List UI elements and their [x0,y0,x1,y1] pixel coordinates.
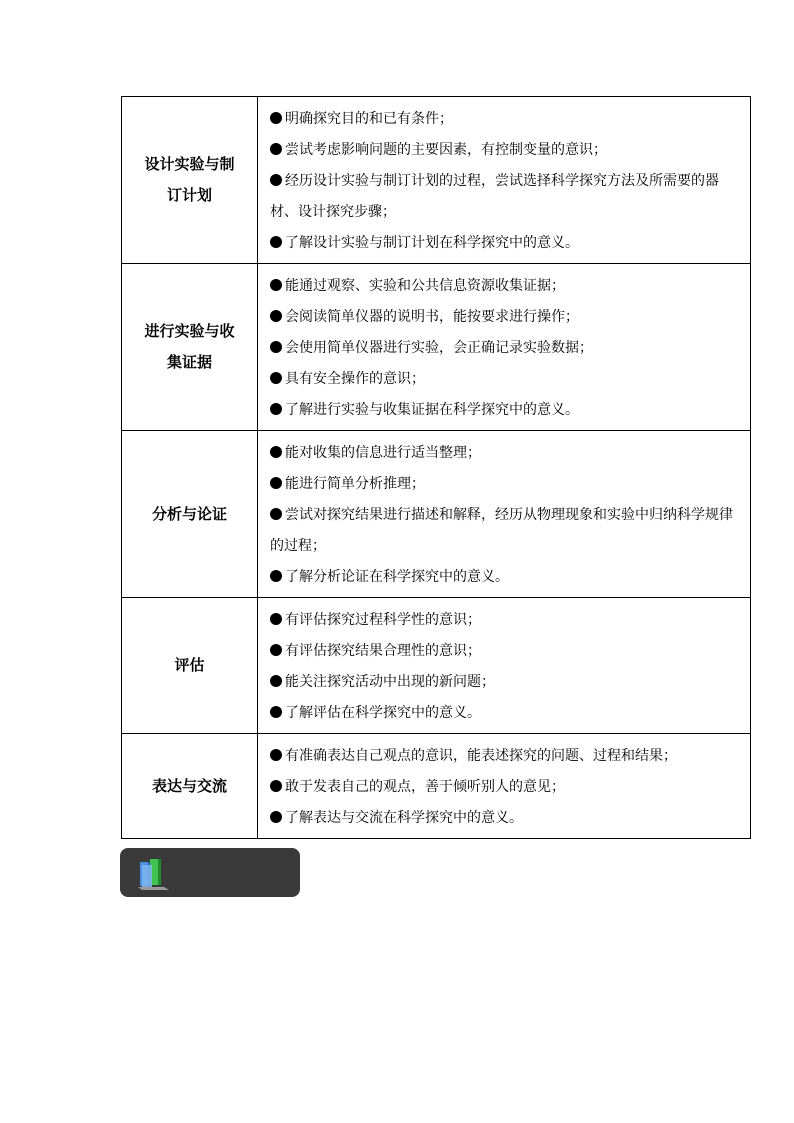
bullet-icon [270,174,282,186]
section-banner [120,848,300,897]
books-icon [136,856,172,892]
bullet-icon [270,279,282,291]
list-item-text: 尝试对探究结果进行描述和解释，经历从物理现象和实验中归纳科学规律的过程； [270,507,733,554]
row-heading: 评估 [122,598,258,734]
bullet-icon [270,236,282,248]
list-item [270,166,746,228]
row-heading: 进行实验与收集证据 [122,264,258,431]
list-item-text: 会使用简单仪器进行实验，会正确记录实验数据； [285,340,593,356]
list-item-text: 能关注探究活动中出现的新问题； [285,674,495,690]
table-row [122,264,751,431]
list-item-text: 了解设计实验与制订计划在科学探究中的意义。 [285,235,579,251]
list-item [270,135,746,166]
list-item [270,228,746,259]
bullet-icon [270,508,282,520]
bullet-icon [270,341,282,353]
list-item-text: 有准确表达自己观点的意识，能表述探究的问题、过程和结果； [285,748,677,764]
row-heading: 设计实验与制订计划 [122,97,258,264]
bullet-icon [270,403,282,415]
table-row [122,598,751,734]
list-item [270,364,746,395]
row-heading: 表达与交流 [122,734,258,839]
bullet-icon [270,780,282,792]
list-item-text: 能通过观察、实验和公共信息资源收集证据； [285,278,565,294]
list-item [270,271,746,302]
bullet-icon [270,644,282,656]
list-item [270,605,746,636]
list-item [270,698,746,729]
list-item-text: 敢于发表自己的观点，善于倾听别人的意见； [285,779,565,795]
bullet-icon [270,372,282,384]
list-item-text: 会阅读简单仪器的说明书，能按要求进行操作； [285,309,579,325]
list-item-text: 了解表达与交流在科学探究中的意义。 [285,810,523,826]
list-item-text: 能进行简单分析推理； [285,476,425,492]
list-item-text: 具有安全操作的意识； [285,371,425,387]
list-item [270,772,746,803]
table-row [122,431,751,598]
list-item [270,302,746,333]
list-item-text: 了解分析论证在科学探究中的意义。 [285,569,509,585]
list-item-text: 能对收集的信息进行适当整理； [285,445,481,461]
list-item [270,395,746,426]
inquiry-standards-table [121,96,751,839]
row-items [258,734,751,839]
bullet-icon [270,675,282,687]
bullet-icon [270,112,282,124]
list-item [270,469,746,500]
row-items [258,598,751,734]
row-heading: 分析与论证 [122,431,258,598]
list-item-text: 了解进行实验与收集证据在科学探究中的意义。 [285,402,579,418]
list-item-text: 经历设计实验与制订计划的过程，尝试选择科学探究方法及所需要的器材、设计探究步骤； [270,173,719,220]
list-item [270,667,746,698]
list-item [270,333,746,364]
bullet-icon [270,811,282,823]
bullet-icon [270,749,282,761]
list-item-text: 有评估探究结果合理性的意识； [285,643,481,659]
list-item-text: 了解评估在科学探究中的意义。 [285,705,481,721]
row-items [258,431,751,598]
bullet-icon [270,143,282,155]
bullet-icon [270,477,282,489]
list-item [270,741,746,772]
bullet-icon [270,570,282,582]
list-item [270,803,746,834]
row-items [258,97,751,264]
list-item [270,500,746,562]
table-row [122,97,751,264]
list-item [270,104,746,135]
bullet-icon [270,446,282,458]
list-item-text: 有评估探究过程科学性的意识； [285,612,481,628]
list-item [270,636,746,667]
bullet-icon [270,310,282,322]
bullet-icon [270,613,282,625]
list-item-text: 明确探究目的和已有条件； [285,111,453,127]
table-row [122,734,751,839]
list-item-text: 尝试考虑影响问题的主要因素，有控制变量的意识； [285,142,607,158]
row-items [258,264,751,431]
bullet-icon [270,706,282,718]
list-item [270,562,746,593]
list-item [270,438,746,469]
